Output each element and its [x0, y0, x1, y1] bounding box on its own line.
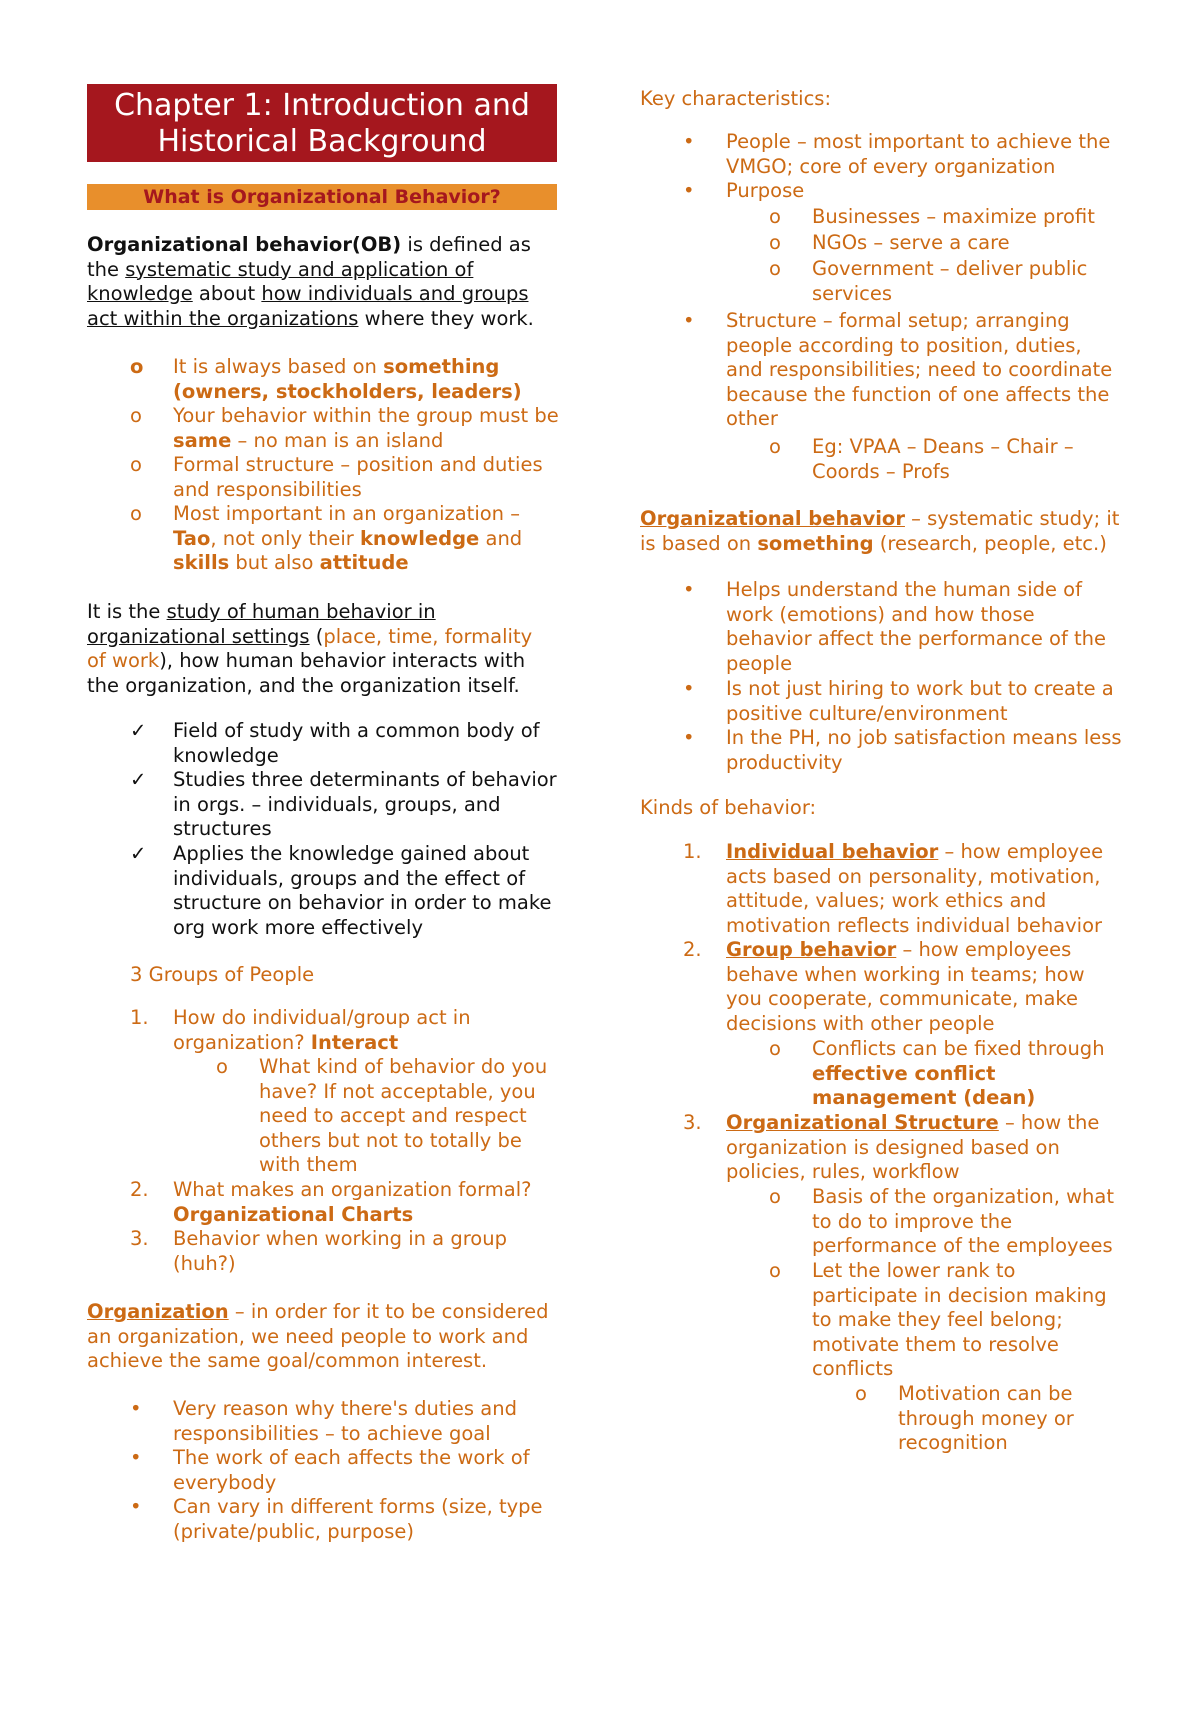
circle-marker: o	[769, 205, 781, 228]
list-item: o Basis of the organization, what to do to improve the performance of the employees	[769, 1185, 1115, 1257]
list-item: • People – most important to achieve the VMGO; core of every organization	[683, 130, 1111, 178]
list-item: 2. Group behavior – how employees behave when working in teams; how you cooperate, communicate, make decisions with other people	[683, 938, 1085, 1035]
list-item: • The work of each affects the work of everybody	[130, 1446, 530, 1494]
list-item: o NGOs – serve a care	[769, 231, 1010, 254]
circle-marker: o	[769, 1185, 781, 1208]
circle-marker: o	[130, 355, 144, 378]
ob-term: Organizational behavior(OB)	[87, 233, 402, 256]
list-item: • Can vary in different forms (size, type (private/public, purpose)	[130, 1495, 543, 1543]
section-heading: What is Organizational Behavior?	[87, 184, 557, 210]
list-item: o What kind of behavior do you have? If not acceptable, you need to accept and respect others but not to totally be with them	[216, 1055, 548, 1176]
circle-marker: o	[769, 1259, 781, 1282]
list-item: 3. Behavior when working in a group (huh?)	[130, 1227, 507, 1275]
bullet-marker: •	[683, 677, 695, 700]
list-item: o Most important in an organization – Tao, not only their knowledge and skills but also attitude	[130, 502, 523, 574]
circle-marker: o	[130, 502, 142, 525]
list-item: ✓ Applies the knowledge gained about individuals, groups and the effect of structure on behavior in order to make org work more effectively	[130, 842, 552, 939]
ob-definition: Organizational behavior(OB) is defined as the systematic study and application of knowledge about how individuals and groups act within the organizations where they work.	[87, 233, 534, 330]
list-item: o Businesses – maximize profit	[769, 205, 1095, 228]
list-item: o Eg: VPAA – Deans – Chair – Coords – Profs	[769, 435, 1074, 483]
list-item: • Helps understand the human side of work (emotions) and how those behavior affect the performance of the people	[683, 578, 1107, 675]
list-item: o Government – deliver public services	[769, 257, 1088, 305]
list-item: 1. How do individual/group act in organization? Interact	[130, 1006, 471, 1054]
list-item: • Very reason why there's duties and responsibilities – to achieve goal	[130, 1397, 517, 1445]
ob-paragraph: Organizational behavior – systematic study; it is based on something (research, people, etc.)	[640, 507, 1120, 555]
bullet-marker: •	[683, 130, 695, 153]
check-icon: ✓	[130, 719, 147, 742]
kinds-heading: Kinds of behavior:	[640, 796, 817, 819]
circle-marker: o	[769, 435, 781, 458]
list-item: o Formal structure – position and duties and responsibilities	[130, 453, 543, 501]
organization-paragraph: Organization – in order for it to be considered an organization, we need people to work and achieve the same goal/common interest.	[87, 1300, 549, 1372]
circle-marker: o	[130, 404, 142, 427]
circle-marker: o	[130, 453, 142, 476]
list-item: o Your behavior within the group must be same – no man is an island	[130, 404, 559, 452]
key-characteristics-heading: Key characteristics:	[640, 87, 832, 110]
list-item: o Conflicts can be fixed through effective conflict management (dean)	[769, 1037, 1105, 1109]
groups-heading: 3 Groups of People	[130, 963, 315, 986]
list-item: o Motivation can be through money or recognition	[855, 1382, 1074, 1454]
bullet-marker: •	[683, 309, 695, 332]
list-item: • Structure – formal setup; arranging people according to position, duties, and responsibilities; need to coordinate because the function of one affects the other	[683, 309, 1113, 430]
bullet-marker: •	[683, 726, 695, 749]
bullet-marker: •	[683, 578, 695, 601]
circle-marker: o	[769, 1037, 781, 1060]
circle-marker: o	[216, 1055, 228, 1078]
list-item: ✓ Field of study with a common body of knowledge	[130, 719, 540, 767]
list-item: o It is always based on something (owners, stockholders, leaders)	[130, 355, 522, 403]
list-item: 1. Individual behavior – how employee acts based on personality, motivation, attitude, values; work ethics and motivation reflects individual behavior	[683, 840, 1104, 937]
list-item: 2. What makes an organization formal? Organizational Charts	[130, 1178, 532, 1226]
list-item: o Let the lower rank to participate in decision making to make they feel belong; motivate them to resolve conflicts	[769, 1259, 1107, 1380]
list-item: 3. Organizational Structure – how the organization is designed based on policies, rules, workflow	[683, 1111, 1100, 1183]
check-icon: ✓	[130, 768, 147, 791]
list-item: ✓ Studies three determinants of behavior in orgs. – individuals, groups, and structures	[130, 768, 557, 840]
bullet-marker: •	[683, 179, 695, 202]
list-item: • Is not just hiring to work but to create a positive culture/environment	[683, 677, 1114, 725]
check-icon: ✓	[130, 842, 147, 865]
circle-marker: o	[855, 1382, 867, 1405]
list-item: • Purpose	[683, 179, 805, 202]
list-item: • In the PH, no job satisfaction means less productivity	[683, 726, 1122, 774]
bullet-marker: •	[130, 1397, 142, 1420]
study-paragraph: It is the study of human behavior in organizational settings (place, time, formality of work), how human behavior interacts with the organization, and the organization itself.	[87, 600, 533, 697]
bullet-marker: •	[130, 1446, 142, 1469]
circle-marker: o	[769, 257, 781, 280]
chapter-title: Chapter 1: Introduction and Historical Background	[87, 84, 557, 162]
circle-marker: o	[769, 231, 781, 254]
bullet-marker: •	[130, 1495, 142, 1518]
